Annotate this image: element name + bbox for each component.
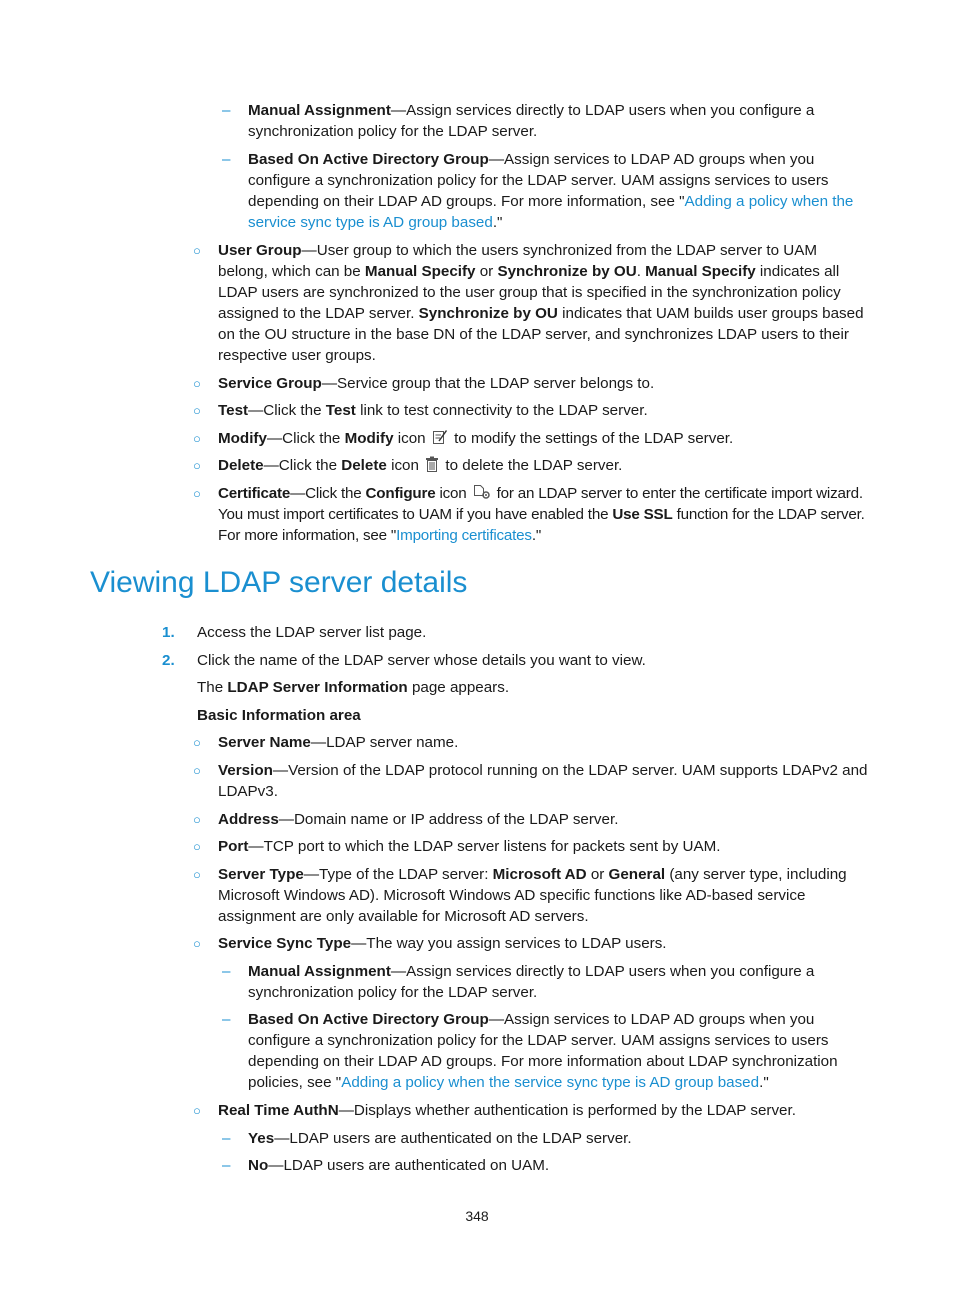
circle-bullet: ○ bbox=[193, 243, 201, 258]
step-number: 1. bbox=[162, 624, 175, 641]
list-item: ○ User Group—User group to which the users synchronized from the LDAP server to UAM belong, which can be Manual Specify or Synchronize by OU. Manual Specify indicates all LDAP users are synchronized to the user group that is specified in the synchronization policy assigned to the LDAP server. Synchronize by OU indicates that UAM builds user groups based on the OU structure in the base DN of the LDAP server, and synchronizes LDAP users to their respective user groups. bbox=[193, 242, 864, 364]
circle-bullet: ○ bbox=[193, 1103, 201, 1118]
dash-bullet: – bbox=[222, 1011, 231, 1028]
link-adding-policy[interactable]: Adding a policy when the service sync type is AD group based bbox=[341, 1074, 760, 1091]
dash-bullet: – bbox=[222, 963, 231, 980]
list-item: – Based On Active Directory Group—Assign services to LDAP AD groups when you configure a synchronization policy for the LDAP server. UAM assigns services to users depending on their LDAP AD groups. For more information, see "Adding a policy when the service sync type is AD group based." bbox=[222, 151, 854, 231]
circle-bullet: ○ bbox=[193, 867, 201, 882]
list-item: ○ Server Type—Type of the LDAP server: Microsoft AD or General (any server type, including Microsoft Windows AD). Microsoft Windows AD specific functions like AD-based service assignment are only available for Microsoft AD servers. bbox=[193, 866, 847, 925]
list-item: ○ Server Name—LDAP server name. bbox=[193, 734, 459, 751]
circle-bullet: ○ bbox=[193, 936, 201, 951]
list-item: ○ Certificate—Click the Configure icon for an LDAP server to enter the certificate import wizard. You must import certificates to UAM if you have enabled the Use SSL function for the LDAP server. For more information, see "Importing certificates." bbox=[193, 485, 865, 544]
trash-icon bbox=[425, 456, 439, 472]
circle-bullet: ○ bbox=[193, 431, 201, 446]
dash-bullet: – bbox=[222, 1157, 231, 1174]
circle-bullet: ○ bbox=[193, 812, 201, 827]
circle-bullet: ○ bbox=[193, 839, 201, 854]
circle-bullet: ○ bbox=[193, 735, 201, 750]
page-number: 348 bbox=[465, 1208, 489, 1224]
list-item: – No—LDAP users are authenticated on UAM. bbox=[222, 1157, 550, 1174]
step-item: 1. Access the LDAP server list page. bbox=[162, 624, 427, 641]
area-title: Basic Information area bbox=[197, 707, 361, 724]
list-item: – Based On Active Directory Group—Assign services to LDAP AD groups when you configure a synchronization policy for the LDAP server. UAM assigns services to users depending on their LDAP AD groups. For more information about LDAP synchronization policies, see "Adding a policy when the service sync type is AD group based." bbox=[222, 1011, 838, 1091]
list-item: ○ Version—Version of the LDAP protocol running on the LDAP server. UAM supports LDAPv2 and LDAPv3. bbox=[193, 762, 868, 800]
circle-bullet: ○ bbox=[193, 376, 201, 391]
list-item: ○ Service Sync Type—The way you assign services to LDAP users. bbox=[193, 935, 667, 952]
term: Based On Active Directory Group bbox=[248, 151, 489, 168]
dash-bullet: – bbox=[222, 151, 231, 168]
dash-bullet: – bbox=[222, 1130, 231, 1147]
modify-icon bbox=[432, 429, 448, 445]
list-item: ○ Test—Click the Test link to test connectivity to the LDAP server. bbox=[193, 402, 648, 419]
list-item: ○ Port—TCP port to which the LDAP server listens for packets sent by UAM. bbox=[193, 838, 721, 855]
link-importing-certificates[interactable]: Importing certificates bbox=[396, 527, 532, 544]
dash-bullet: – bbox=[222, 102, 231, 119]
list-item: ○ Address—Domain name or IP address of the LDAP server. bbox=[193, 811, 619, 828]
list-item: ○ Service Group—Service group that the LDAP server belongs to. bbox=[193, 375, 655, 392]
step-number: 2. bbox=[162, 652, 175, 669]
list-item: – Manual Assignment—Assign services directly to LDAP users when you configure a synchronization policy for the LDAP server. bbox=[222, 963, 815, 1001]
list-item: ○ Delete—Click the Delete icon to delete the LDAP server. bbox=[193, 457, 623, 474]
circle-bullet: ○ bbox=[193, 458, 201, 473]
circle-bullet: ○ bbox=[193, 763, 201, 778]
list-item: ○ Real Time AuthN—Displays whether authentication is performed by the LDAP server. bbox=[193, 1102, 796, 1119]
list-item: ○ Modify—Click the Modify icon to modify the settings of the LDAP server. bbox=[193, 430, 734, 447]
circle-bullet: ○ bbox=[193, 403, 201, 418]
step-note: The LDAP Server Information page appears. bbox=[197, 679, 510, 696]
link-adding-policy[interactable]: Adding a policy when the service sync type is AD group based bbox=[248, 193, 854, 231]
term: Manual Assignment bbox=[248, 102, 391, 119]
list-item: – Yes—LDAP users are authenticated on the LDAP server. bbox=[222, 1130, 632, 1147]
circle-bullet: ○ bbox=[193, 486, 201, 501]
step-item: 2. Click the name of the LDAP server whose details you want to view. bbox=[162, 652, 646, 669]
section-heading: Viewing LDAP server details bbox=[90, 566, 468, 599]
configure-certificate-icon bbox=[473, 484, 491, 500]
list-item: – Manual Assignment—Assign services directly to LDAP users when you configure a synchronization policy for the LDAP server. bbox=[222, 102, 815, 140]
